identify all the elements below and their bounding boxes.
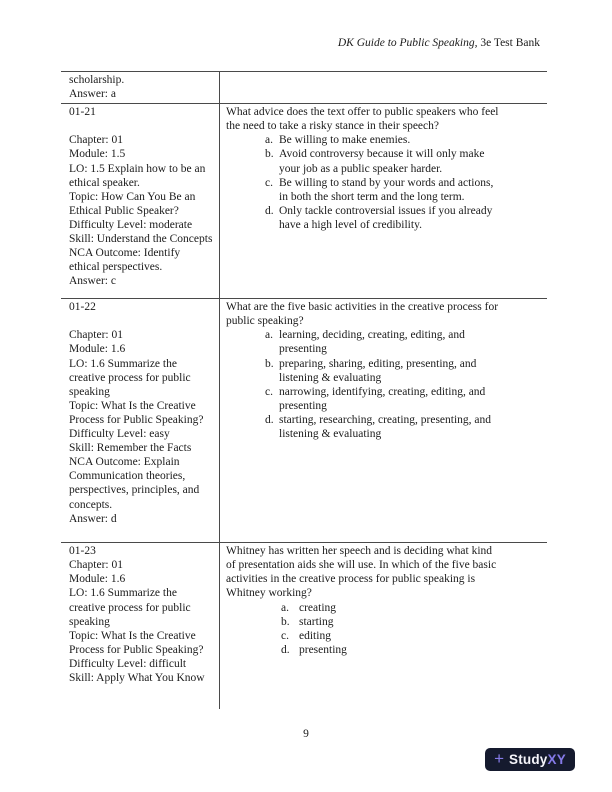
options-list <box>226 601 502 657</box>
meta-line: Module: 1.6 <box>69 573 126 586</box>
meta-line: Topic: What Is the Creative Process for Public Speaking? <box>69 629 204 656</box>
option-text: Avoid controversy because it will only make your job as a public speaker harder. <box>279 148 485 175</box>
book-title-italic: DK Guide to Public Speaking, <box>337 37 478 49</box>
meta-line: LO: 1.6 Summarize the creative process for public speaking <box>69 357 191 398</box>
plus-icon: + <box>494 749 504 768</box>
option-letter: c. <box>281 629 289 642</box>
meta-line: Skill: Remember the Facts <box>69 442 192 455</box>
meta-line: Topic: How Can You Be an Ethical Public Speaker? <box>69 190 196 217</box>
option-row <box>265 176 502 204</box>
options-list <box>226 328 502 441</box>
option-row <box>265 328 502 356</box>
option-letter: c. <box>265 176 273 189</box>
page-number: 9 <box>303 728 309 740</box>
option-text: presenting <box>299 643 347 656</box>
table-row <box>61 104 547 299</box>
option-row <box>281 601 502 615</box>
meta-line: Difficulty Level: easy <box>69 428 170 441</box>
option-text: editing <box>299 629 331 642</box>
meta-line: Chapter: 01 <box>69 559 123 572</box>
meta-line: scholarship. <box>69 74 125 86</box>
logo-text-primary: Study <box>509 752 548 767</box>
meta-line: NCA Outcome: Explain Communication theories, perspectives, principles, and concepts. <box>69 456 200 511</box>
book-title-regular: 3e Test Bank <box>477 37 540 49</box>
option-letter: d. <box>265 413 274 426</box>
option-text: preparing, sharing, editing, presenting, and listening & evaluating <box>279 357 477 384</box>
option-row <box>265 413 502 441</box>
spacer <box>69 314 213 328</box>
question-cell <box>220 299 546 542</box>
option-row <box>265 204 502 232</box>
meta-line: NCA Outcome: Identify ethical perspectives. <box>69 247 181 274</box>
meta-line: Topic: What Is the Creative Process for Public Speaking? <box>69 399 204 426</box>
option-text: narrowing, identifying, creating, editing, and presenting <box>279 385 486 412</box>
option-letter: b. <box>265 357 274 370</box>
option-letter: a. <box>281 601 289 614</box>
question-text: Whitney has written her speech and is deciding what kind of presentation aids she will use. In which of the five basic activities in the creative process for public speaking is Whitney working? <box>226 545 497 600</box>
test-bank-table <box>61 71 547 709</box>
option-letter: c. <box>265 385 273 398</box>
meta-line: Chapter: 01 <box>69 134 123 147</box>
option-letter: a. <box>265 329 273 342</box>
meta-line: Answer: c <box>69 275 116 288</box>
meta-line: Chapter: 01 <box>69 329 123 342</box>
option-text: creating <box>299 601 337 614</box>
option-letter: b. <box>281 615 290 628</box>
meta-line: Skill: Understand the Concepts <box>69 233 213 246</box>
option-row <box>265 357 502 385</box>
option-letter: d. <box>265 204 274 217</box>
question-meta-cell <box>61 543 220 709</box>
meta-line: LO: 1.6 Summarize the creative process for public speaking <box>69 587 191 628</box>
meta-line: Answer: d <box>69 512 117 525</box>
option-row <box>265 133 502 147</box>
option-text: learning, deciding, creating, editing, and presenting <box>279 329 465 356</box>
question-id: 01-21 <box>69 106 96 119</box>
option-row <box>281 643 502 657</box>
meta-line: Skill: Apply What You Know <box>69 672 205 685</box>
question-meta-cell <box>61 72 220 103</box>
studyxy-badge <box>485 748 575 771</box>
spacer <box>69 119 213 133</box>
option-text: starting <box>299 615 334 628</box>
meta-line: Module: 1.5 <box>69 148 126 161</box>
option-letter: a. <box>265 134 273 147</box>
option-text: starting, researching, creating, presenting, and listening & evaluating <box>279 413 492 441</box>
option-row <box>265 147 502 175</box>
question-text: What are the five basic activities in the creative process for public speaking? <box>226 301 499 328</box>
running-header <box>338 36 540 50</box>
meta-line: Module: 1.6 <box>69 343 126 356</box>
question-id: 01-23 <box>69 545 96 558</box>
option-text: Only tackle controversial issues if you already have a high level of credibility. <box>279 204 493 231</box>
meta-line: Answer: a <box>69 88 116 101</box>
option-letter: b. <box>265 148 274 161</box>
logo-text-accent: XY <box>547 752 566 767</box>
question-meta-cell <box>61 104 220 298</box>
table-row <box>61 299 547 543</box>
options-list <box>226 133 502 232</box>
question-text: What advice does the text offer to public speakers who feel the need to take a risky stance in their speech? <box>226 106 499 133</box>
meta-line: LO: 1.5 Explain how to be an ethical speaker. <box>69 162 206 189</box>
table-row <box>61 543 547 709</box>
question-meta-cell <box>61 299 220 542</box>
table-row <box>61 72 547 104</box>
option-text: Be willing to stand by your words and actions, in both the short term and the long term. <box>279 176 494 203</box>
question-cell <box>220 104 546 298</box>
option-text: Be willing to make enemies. <box>279 134 411 147</box>
question-cell-empty <box>220 72 546 103</box>
option-row <box>281 629 502 643</box>
meta-line: Difficulty Level: moderate <box>69 218 193 231</box>
option-row <box>265 385 502 413</box>
question-id: 01-22 <box>69 301 96 314</box>
question-cell <box>220 543 546 709</box>
option-letter: d. <box>281 643 290 656</box>
option-row <box>281 615 502 629</box>
meta-line: Difficulty Level: difficult <box>69 657 187 670</box>
